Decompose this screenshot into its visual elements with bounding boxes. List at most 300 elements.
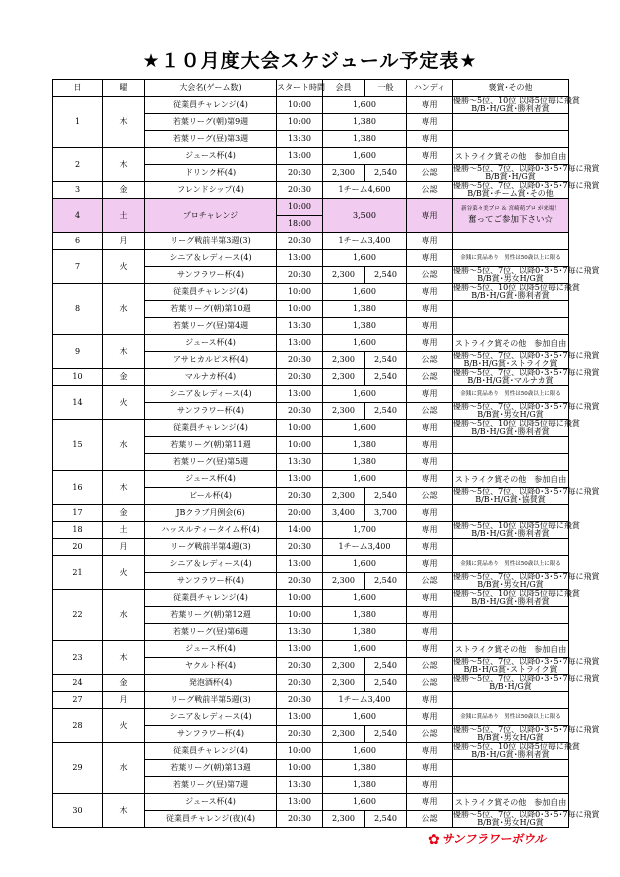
general-fee: 2,540 <box>365 811 407 828</box>
start-time: 13:30 <box>277 454 323 471</box>
handicap-cell: 専用 <box>407 454 453 471</box>
member-fee: 2,300 <box>323 267 365 284</box>
member-fee: 1,380 <box>323 454 407 471</box>
start-time: 18:00 <box>277 216 323 233</box>
handicap-cell: 専用 <box>407 284 453 301</box>
member-fee: 1,600 <box>323 641 407 658</box>
member-fee: 1チーム3,400 <box>323 692 407 709</box>
day-cell: 3 <box>53 182 103 199</box>
handicap-cell: 公認 <box>407 182 453 199</box>
start-time: 13:00 <box>277 386 323 403</box>
prize-note <box>453 114 569 131</box>
day-cell: 15 <box>53 420 103 471</box>
event-name: 若葉リーグ(朝)第10週 <box>145 301 277 318</box>
handicap-cell: 専用 <box>407 301 453 318</box>
member-fee: 1,600 <box>323 386 407 403</box>
day-cell: 29 <box>53 743 103 794</box>
day-cell: 21 <box>53 556 103 590</box>
event-name: 若葉リーグ(朝)第11週 <box>145 437 277 454</box>
day-cell: 14 <box>53 386 103 420</box>
weekday-cell: 火 <box>103 556 145 590</box>
member-fee: 1,600 <box>323 284 407 301</box>
table-row <box>53 556 569 573</box>
table-row <box>53 386 569 403</box>
start-time: 10:00 <box>277 284 323 301</box>
handicap-cell: 専用 <box>407 114 453 131</box>
member-fee: 1,600 <box>323 97 407 114</box>
start-time: 10:00 <box>277 199 323 216</box>
handicap-cell: 公認 <box>407 658 453 675</box>
handicap-cell: 専用 <box>407 794 453 811</box>
event-name: リーグ戦前半第5週(3) <box>145 692 277 709</box>
event-name: フレンドシップ(4) <box>145 182 277 199</box>
day-cell: 16 <box>53 471 103 505</box>
start-time: 13:00 <box>277 335 323 352</box>
day-cell: 10 <box>53 369 103 386</box>
table-row <box>53 199 569 216</box>
event-name: 従業員チャレンジ(4) <box>145 284 277 301</box>
member-fee: 1,380 <box>323 114 407 131</box>
start-time: 13:00 <box>277 794 323 811</box>
start-time: 13:00 <box>277 641 323 658</box>
member-fee: 1,600 <box>323 709 407 726</box>
start-time: 13:00 <box>277 148 323 165</box>
member-fee: 1,600 <box>323 471 407 488</box>
prize-note: 優勝～5位、10位 以降5位毎に飛賞 B/B･H/G賞･勝利者賞 <box>453 96 580 113</box>
header-name: 大会名(ゲーム数) <box>145 80 277 97</box>
header-weekday: 曜 <box>103 80 145 97</box>
day-cell: 2 <box>53 148 103 182</box>
event-name: 若葉リーグ(昼)第5週 <box>145 454 277 471</box>
member-fee: 2,300 <box>323 165 365 182</box>
day-cell: 28 <box>53 709 103 743</box>
prize-note: 優勝～5位、7位、以降0･3･5･7毎に飛賞 B/B･H/G賞･ストライク賞 <box>453 351 600 368</box>
prize-note: 優勝～5位、7位、以降0･3･5･7毎に飛賞 B/B･H/G賞 <box>453 674 600 691</box>
member-fee: 1,600 <box>323 148 407 165</box>
weekday-cell: 水 <box>103 743 145 794</box>
handicap-cell: 専用 <box>407 335 453 352</box>
event-name: ジュース杯(4) <box>145 471 277 488</box>
member-fee: 1,600 <box>323 420 407 437</box>
prize-note <box>453 760 569 777</box>
table-row <box>53 794 569 811</box>
weekday-cell: 金 <box>103 182 145 199</box>
day-cell: 7 <box>53 250 103 284</box>
member-fee: 1,600 <box>323 335 407 352</box>
member-fee: 3,400 <box>323 505 365 522</box>
weekday-cell: 土 <box>103 199 145 233</box>
start-time: 13:00 <box>277 709 323 726</box>
start-time: 20:30 <box>277 403 323 420</box>
member-fee: 1,380 <box>323 624 407 641</box>
handicap-cell: 公認 <box>407 403 453 420</box>
handicap-cell: 専用 <box>407 471 453 488</box>
weekday-cell: 火 <box>103 709 145 743</box>
day-cell: 20 <box>53 539 103 556</box>
schedule-table <box>52 79 600 828</box>
member-fee: 1,600 <box>323 743 407 760</box>
day-cell: 27 <box>53 692 103 709</box>
table-row <box>53 709 569 726</box>
start-time: 20:30 <box>277 675 323 692</box>
handicap-cell: 公認 <box>407 811 453 828</box>
event-name: 若葉リーグ(昼)第6週 <box>145 624 277 641</box>
weekday-cell: 月 <box>103 692 145 709</box>
start-time: 20:30 <box>277 369 323 386</box>
handicap-cell: 専用 <box>407 131 453 148</box>
weekday-cell: 水 <box>103 590 145 641</box>
table-row <box>53 641 569 658</box>
start-time: 10:00 <box>277 743 323 760</box>
prize-note: 優勝～5位、7位、以降0･3･5･7毎に飛賞 B/B賞･H/G賞 <box>453 164 600 181</box>
event-name: 若葉リーグ(朝)第12週 <box>145 607 277 624</box>
event-name: リーグ戦前半第3週(3) <box>145 233 277 250</box>
general-fee: 2,540 <box>365 573 407 590</box>
event-name: 若葉リーグ(昼)第3週 <box>145 131 277 148</box>
general-fee: 2,540 <box>365 369 407 386</box>
event-name: 従業員チャレンジ(夜)(4) <box>145 811 277 828</box>
table-row <box>53 692 569 709</box>
handicap-cell: 公認 <box>407 352 453 369</box>
header-prize: 褒賞･その他 <box>453 80 569 97</box>
start-time: 10:00 <box>277 301 323 318</box>
prize-note: 優勝～5位、7位、以降0･3･5･7毎に飛賞 B/B賞･男女H/G賞 <box>453 572 600 589</box>
member-fee: 1チーム4,600 <box>323 182 407 199</box>
event-name: サンフラワー杯(4) <box>145 403 277 420</box>
page-title: ★１０月度大会スケジュール予定表★ <box>142 50 478 72</box>
start-time: 10:00 <box>277 607 323 624</box>
table-row <box>53 471 569 488</box>
general-fee: 2,540 <box>365 403 407 420</box>
header-day: 日 <box>53 80 103 97</box>
event-name: リーグ戦前半第4週(3) <box>145 539 277 556</box>
prize-note: 優勝～5位、10位 以降5位毎に飛賞 B/B･H/G賞･勝利者賞 <box>453 283 580 300</box>
table-row <box>53 369 569 386</box>
prize-note <box>453 624 569 641</box>
handicap-cell: 公認 <box>407 165 453 182</box>
day-cell: 22 <box>53 590 103 641</box>
event-name: 従業員チャレンジ(4) <box>145 420 277 437</box>
header-time: スタート時間 <box>277 80 323 97</box>
weekday-cell: 月 <box>103 539 145 556</box>
prize-note <box>453 437 569 454</box>
member-fee: 1,700 <box>323 522 407 539</box>
handicap-cell: 専用 <box>407 590 453 607</box>
prize-note <box>453 777 569 794</box>
start-time: 13:00 <box>277 471 323 488</box>
header-general: 一般 <box>365 80 407 97</box>
prize-note: ストライク賞その他 参加自由 <box>453 641 569 658</box>
event-name: ヤクルト杯(4) <box>145 658 277 675</box>
table-row <box>53 233 569 250</box>
logo-text: サンフラワーボウル <box>441 832 546 846</box>
handicap-cell: 専用 <box>407 777 453 794</box>
weekday-cell: 金 <box>103 369 145 386</box>
prize-note <box>453 318 569 335</box>
general-fee: 3,700 <box>365 505 407 522</box>
start-time: 20:30 <box>277 658 323 675</box>
weekday-cell: 木 <box>103 794 145 828</box>
handicap-cell: 公認 <box>407 573 453 590</box>
handicap-cell: 専用 <box>407 437 453 454</box>
member-fee: 1,380 <box>323 760 407 777</box>
member-fee: 1,380 <box>323 301 407 318</box>
day-cell: 9 <box>53 335 103 369</box>
start-time: 10:00 <box>277 590 323 607</box>
day-cell: 8 <box>53 284 103 335</box>
table-row <box>53 182 569 199</box>
prize-note: 優勝～5位、10位 以降5位毎に飛賞 B/B･H/G賞･勝利者賞 <box>453 521 580 538</box>
weekday-cell: 水 <box>103 420 145 471</box>
handicap-cell: 専用 <box>407 556 453 573</box>
event-name: 若葉リーグ(朝)第13週 <box>145 760 277 777</box>
start-time: 13:30 <box>277 777 323 794</box>
member-fee: 2,300 <box>323 403 365 420</box>
member-fee: 1,600 <box>323 794 407 811</box>
event-name: JBクラブ月例会(6) <box>145 505 277 522</box>
start-time: 13:30 <box>277 131 323 148</box>
weekday-cell: 火 <box>103 386 145 420</box>
weekday-cell: 金 <box>103 505 145 522</box>
event-name: ビール杯(4) <box>145 488 277 505</box>
member-fee: 1,600 <box>323 590 407 607</box>
start-time: 20:30 <box>277 573 323 590</box>
header-row <box>53 80 569 97</box>
handicap-cell: 専用 <box>407 318 453 335</box>
prize-note: 優勝～5位、7位、以降0･3･5･7毎に飛賞 B/B賞･男女H/G賞 <box>453 402 600 419</box>
weekday-cell: 木 <box>103 97 145 148</box>
handicap-cell: 専用 <box>407 709 453 726</box>
handicap-cell: 公認 <box>407 488 453 505</box>
handicap-cell: 専用 <box>407 522 453 539</box>
prize-note: 金銭に賞品あり 男性は50歳以上に限る <box>453 556 569 573</box>
weekday-cell: 土 <box>103 522 145 539</box>
event-name: マルナカ杯(4) <box>145 369 277 386</box>
weekday-cell: 水 <box>103 284 145 335</box>
event-name: ジュース杯(4) <box>145 794 277 811</box>
weekday-cell: 木 <box>103 148 145 182</box>
general-fee: 2,540 <box>365 488 407 505</box>
table-row <box>53 539 569 556</box>
handicap-cell: 専用 <box>407 539 453 556</box>
event-name: プロチャレンジ <box>145 199 277 233</box>
member-fee: 1,600 <box>323 250 407 267</box>
prize-note: ストライク賞その他 参加自由 <box>453 335 569 352</box>
member-fee: 3,500 <box>323 199 407 233</box>
member-fee: 2,300 <box>323 675 365 692</box>
handicap-cell: 専用 <box>407 233 453 250</box>
prize-note <box>453 233 569 250</box>
member-fee: 1チーム3,400 <box>323 233 407 250</box>
day-cell: 4 <box>53 199 103 233</box>
weekday-cell: 金 <box>103 675 145 692</box>
start-time: 13:00 <box>277 250 323 267</box>
start-time: 13:30 <box>277 624 323 641</box>
prize-note <box>453 539 569 556</box>
handicap-cell: 専用 <box>407 148 453 165</box>
table-row <box>53 505 569 522</box>
event-name: シニア＆レディース(4) <box>145 386 277 403</box>
prize-note <box>453 301 569 318</box>
prize-note: 優勝～5位、10位 以降5位毎に飛賞 B/B･H/G賞･勝利者賞 <box>453 742 580 759</box>
event-name: サンフラワー杯(4) <box>145 267 277 284</box>
prize-note: 優勝～5位、7位、以降0･3･5･7毎に飛賞 B/B賞･男女H/G賞 <box>453 725 600 742</box>
member-fee: 1,380 <box>323 318 407 335</box>
start-time: 20:30 <box>277 233 323 250</box>
start-time: 10:00 <box>277 760 323 777</box>
prize-note <box>453 505 569 522</box>
day-cell: 18 <box>53 522 103 539</box>
event-name: 発泡酒杯(4) <box>145 675 277 692</box>
weekday-cell: 火 <box>103 250 145 284</box>
start-time: 13:00 <box>277 556 323 573</box>
handicap-cell: 公認 <box>407 267 453 284</box>
prize-note: ストライク賞その他 参加自由 <box>453 148 569 165</box>
handicap-cell: 公認 <box>407 675 453 692</box>
handicap-cell: 公認 <box>407 726 453 743</box>
prize-note <box>453 607 569 624</box>
event-name: ハッスルティータイム杯(4) <box>145 522 277 539</box>
event-name: 従業員チャレンジ(4) <box>145 743 277 760</box>
weekday-cell: 月 <box>103 233 145 250</box>
start-time: 20:30 <box>277 267 323 284</box>
member-fee: 2,300 <box>323 488 365 505</box>
event-name: シニア＆レディース(4) <box>145 556 277 573</box>
event-name: ジュース杯(4) <box>145 335 277 352</box>
day-cell: 1 <box>53 97 103 148</box>
event-name: 若葉リーグ(昼)第4週 <box>145 318 277 335</box>
event-name: 従業員チャレンジ(4) <box>145 590 277 607</box>
prize-note: 優勝～5位、10位 以降5位毎に飛賞 B/B･H/G賞･勝利者賞 <box>453 419 580 436</box>
start-time: 20:30 <box>277 726 323 743</box>
event-name: ジュース杯(4) <box>145 148 277 165</box>
member-fee: 1,380 <box>323 777 407 794</box>
header-member: 会員 <box>323 80 365 97</box>
weekday-cell: 木 <box>103 471 145 505</box>
prize-note: ストライク賞その他 参加自由 <box>453 794 569 811</box>
table-row <box>53 675 569 692</box>
handicap-cell: 専用 <box>407 743 453 760</box>
handicap-cell: 専用 <box>407 420 453 437</box>
day-cell: 17 <box>53 505 103 522</box>
handicap-cell: 専用 <box>407 607 453 624</box>
header-handicap: ハンディ <box>407 80 453 97</box>
table-row <box>53 335 569 352</box>
start-time: 20:30 <box>277 692 323 709</box>
start-time: 10:00 <box>277 437 323 454</box>
weekday-cell: 木 <box>103 641 145 675</box>
prize-note: 優勝～5位、7位、以降0･3･5･7毎に飛賞 B/B･H/G賞･ストライク賞 <box>453 657 600 674</box>
member-fee: 2,300 <box>323 352 365 369</box>
member-fee: 1,600 <box>323 556 407 573</box>
prize-note: 優勝～5位、7位、以降0･3･5･7毎に飛賞 B/B賞･男女H/G賞 <box>453 810 600 827</box>
general-fee: 2,540 <box>365 165 407 182</box>
member-fee: 2,300 <box>323 658 365 675</box>
start-time: 20:30 <box>277 165 323 182</box>
table-row <box>53 284 569 301</box>
general-fee: 2,540 <box>365 675 407 692</box>
general-fee: 2,540 <box>365 658 407 675</box>
start-time: 20:30 <box>277 488 323 505</box>
prize-note: 金銭に賞品あり 男性は50歳以上に限る <box>453 709 569 726</box>
prize-note: 金銭に賞品あり 男性は50歳以上に限る <box>453 386 569 403</box>
bowling-logo <box>428 830 546 848</box>
day-cell: 6 <box>53 233 103 250</box>
event-name: 若葉リーグ(朝)第9週 <box>145 114 277 131</box>
general-fee: 2,540 <box>365 267 407 284</box>
prize-note: 優勝～5位、7位、以降0･3･5･7毎に飛賞 B/B賞･男女H/G賞 <box>453 266 600 283</box>
event-name: ドリンク杯(4) <box>145 165 277 182</box>
prize-note <box>453 692 569 709</box>
member-fee: 2,300 <box>323 573 365 590</box>
member-fee: 1,380 <box>323 131 407 148</box>
start-time: 10:00 <box>277 114 323 131</box>
member-fee: 1チーム3,400 <box>323 539 407 556</box>
table-row <box>53 250 569 267</box>
event-name: シニア＆レディース(4) <box>145 709 277 726</box>
start-time: 20:30 <box>277 539 323 556</box>
start-time: 20:00 <box>277 505 323 522</box>
start-time: 10:00 <box>277 420 323 437</box>
member-fee: 2,300 <box>323 726 365 743</box>
handicap-cell: 専用 <box>407 505 453 522</box>
event-name: 従業員チャレンジ(4) <box>145 97 277 114</box>
general-fee: 2,540 <box>365 726 407 743</box>
start-time: 14:00 <box>277 522 323 539</box>
day-cell: 24 <box>53 675 103 692</box>
start-time: 20:30 <box>277 182 323 199</box>
prize-note <box>453 131 569 148</box>
event-name: ジュース杯(4) <box>145 641 277 658</box>
handicap-cell: 専用 <box>407 386 453 403</box>
prize-note: 優勝～5位、7位、以降0･3･5･7毎に飛賞 B/B･H/G賞･協賛賞 <box>453 487 600 504</box>
day-cell: 23 <box>53 641 103 675</box>
handicap-cell: 公認 <box>407 369 453 386</box>
table-row <box>53 420 569 437</box>
start-time: 13:30 <box>277 318 323 335</box>
event-name: 若葉リーグ(昼)第7週 <box>145 777 277 794</box>
start-time: 20:30 <box>277 811 323 828</box>
handicap-cell: 専用 <box>407 641 453 658</box>
event-name: アサヒカルピス杯(4) <box>145 352 277 369</box>
general-fee: 2,540 <box>365 352 407 369</box>
prize-note: 優勝～5位、7位、以降0･3･5･7毎に飛賞 B/B賞･チーム賞･その他 <box>453 181 600 198</box>
start-time: 20:30 <box>277 352 323 369</box>
event-name: サンフラワー杯(4) <box>145 726 277 743</box>
handicap-cell: 専用 <box>407 760 453 777</box>
event-name: シニア＆レディース(4) <box>145 250 277 267</box>
handicap-cell: 専用 <box>407 199 453 233</box>
table-row <box>53 97 569 114</box>
prize-note <box>453 454 569 471</box>
member-fee: 1,380 <box>323 607 407 624</box>
prize-note: ストライク賞その他 参加自由 <box>453 471 569 488</box>
weekday-cell: 木 <box>103 335 145 369</box>
handicap-cell: 専用 <box>407 624 453 641</box>
sunflower-icon: ✿ <box>428 832 440 848</box>
table-row <box>53 522 569 539</box>
member-fee: 2,300 <box>323 369 365 386</box>
handicap-cell: 専用 <box>407 692 453 709</box>
member-fee: 1,380 <box>323 437 407 454</box>
start-time: 10:00 <box>277 97 323 114</box>
prize-note: 優勝～5位、10位 以降5位毎に飛賞 B/B･H/G賞･勝利者賞 <box>453 589 580 606</box>
event-name: サンフラワー杯(4) <box>145 573 277 590</box>
prize-note: 金銭に賞品あり 男性は50歳以上に限る <box>453 250 569 267</box>
table-row <box>53 590 569 607</box>
handicap-cell: 専用 <box>407 250 453 267</box>
prize-note: 優勝～5位、7位、以降0･3･5･7毎に飛賞 B/B･H/G賞･マルナカ賞 <box>453 368 600 385</box>
